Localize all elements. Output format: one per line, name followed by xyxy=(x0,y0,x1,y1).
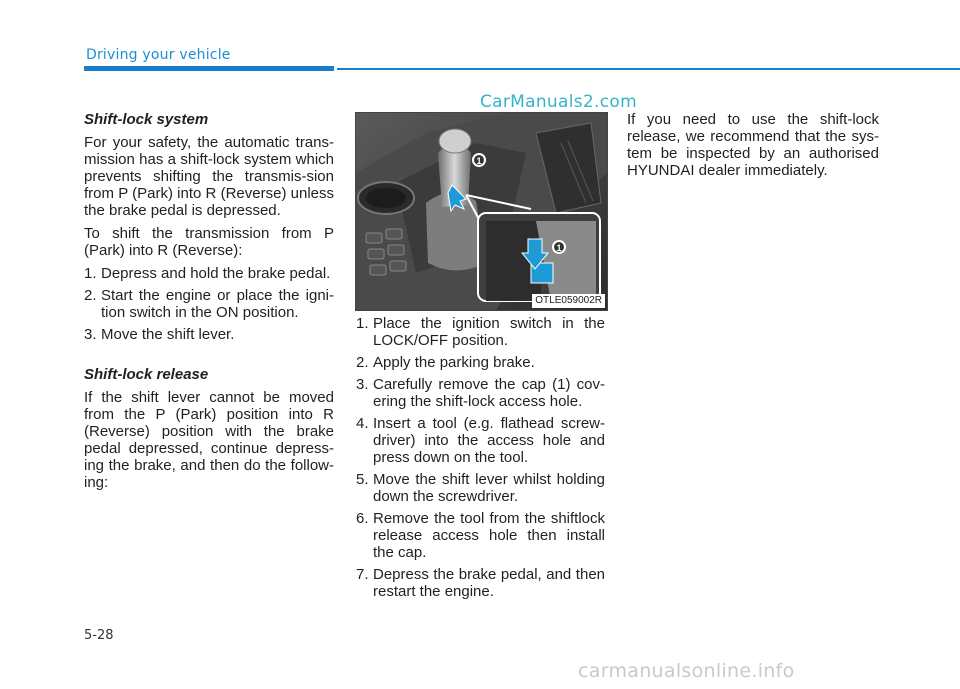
paragraph-release: If the shift lever cannot be moved from the P (Park) position into R (Reverse) position with the brake pedal depressed, continue depress-ing the brake, and then do the follow-ing: xyxy=(84,389,334,491)
header-rule-thick xyxy=(84,66,334,71)
list-item xyxy=(84,265,334,282)
step-number: 7. xyxy=(356,566,369,583)
step-number: 4. xyxy=(356,415,369,432)
column-2 xyxy=(356,315,605,605)
shift-steps-list xyxy=(84,265,334,343)
step-text: Move the shift lever. xyxy=(101,326,235,343)
list-item xyxy=(356,566,605,600)
page-number: 5-28 xyxy=(84,628,114,643)
watermark-top: CarManuals2.com xyxy=(480,92,637,112)
paragraph-recommendation: If you need to use the shift-lock release, we recommend that the sys-tem be inspected by an authorised HYUNDAI dealer immediately. xyxy=(627,111,879,179)
step-text: Place the ignition switch in the LOCK/OFF position. xyxy=(373,315,605,349)
step-number: 3. xyxy=(84,326,97,343)
column-1 xyxy=(84,111,334,497)
step-number: 1. xyxy=(84,265,97,282)
list-item xyxy=(356,315,605,349)
list-item xyxy=(356,415,605,466)
shift-lever-figure xyxy=(355,112,608,311)
section-title: Driving your vehicle xyxy=(86,47,231,63)
shift-lever-illustration xyxy=(356,113,607,310)
paragraph-intro: For your safety, the automatic trans-mission has a shift-lock system which prevents shifting the transmis-sion from P (Park) into R (Reverse) unless the brake pedal is depressed. xyxy=(84,134,334,219)
step-number: 3. xyxy=(356,376,369,393)
step-number: 2. xyxy=(356,354,369,371)
list-item xyxy=(356,354,605,371)
callout-label-main: 1 xyxy=(476,156,482,166)
callout-label-inset: 1 xyxy=(556,243,562,253)
list-item xyxy=(356,471,605,505)
step-number: 1. xyxy=(356,315,369,332)
step-number: 5. xyxy=(356,471,369,488)
heading-shift-lock-system: Shift-lock system xyxy=(84,111,209,128)
list-item xyxy=(356,510,605,561)
figure-code: OTLE059002R xyxy=(532,294,605,308)
heading-shift-lock-release: Shift-lock release xyxy=(84,366,209,383)
step-text: Start the engine or place the igni-tion switch in the ON position. xyxy=(101,287,334,321)
step-text: Depress the brake pedal, and then restart the engine. xyxy=(373,566,605,600)
paragraph-shift-instructions: To shift the transmission from P (Park) into R (Reverse): xyxy=(84,225,334,259)
watermark-bottom: carmanualsonline.info xyxy=(578,660,795,682)
release-steps-list xyxy=(356,315,605,600)
step-text: Depress and hold the brake pedal. xyxy=(101,265,331,282)
step-text: Insert a tool (e.g. flathead screw-driver) into the access hole and press down on the tool. xyxy=(373,415,605,466)
list-item xyxy=(84,287,334,321)
step-text: Move the shift lever whilst holding down the screwdriver. xyxy=(373,471,605,505)
step-text: Apply the parking brake. xyxy=(373,354,535,371)
step-number: 2. xyxy=(84,287,97,304)
list-item xyxy=(84,326,334,343)
step-text: Carefully remove the cap (1) cov-ering the shift-lock access hole. xyxy=(373,376,605,410)
column-3 xyxy=(627,111,879,185)
header-rule-thin xyxy=(337,68,960,70)
step-number: 6. xyxy=(356,510,369,527)
step-text: Remove the tool from the shiftlock release access hole then install the cap. xyxy=(373,510,605,561)
list-item xyxy=(356,376,605,410)
